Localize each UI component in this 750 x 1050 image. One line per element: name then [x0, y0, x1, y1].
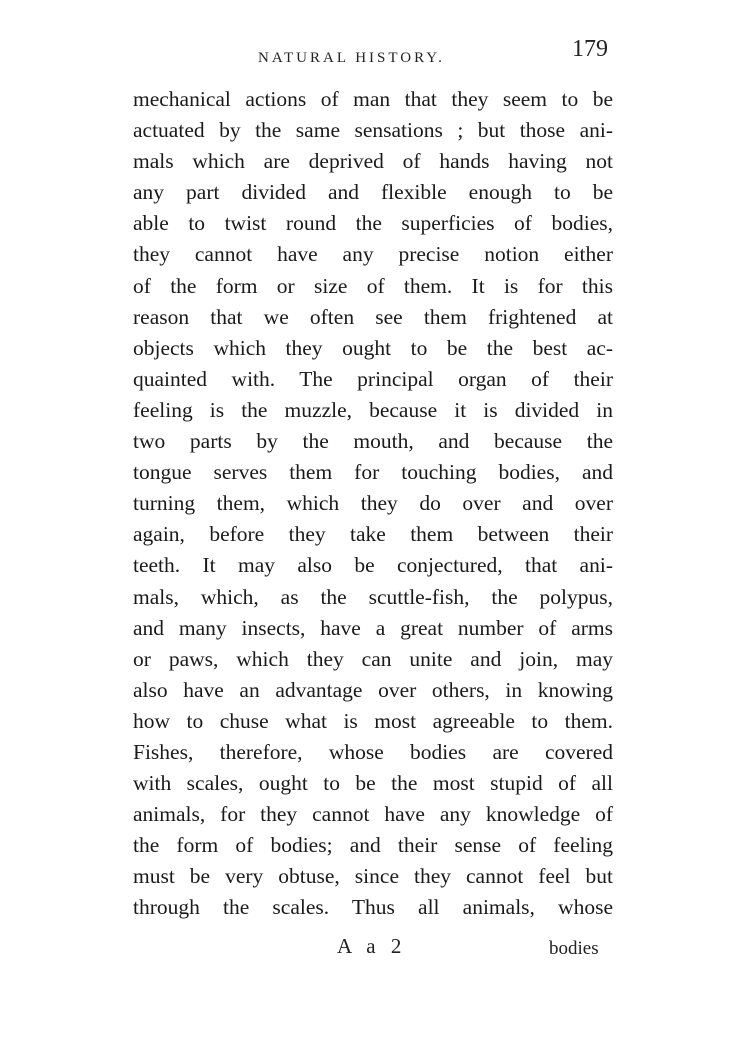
text-line: again, before they take them between their	[133, 522, 613, 547]
text-line: the form of bodies; and their sense of feeling	[133, 833, 613, 858]
text-line: actuated by the same sensations ; but those ani-	[133, 118, 613, 143]
text-line: and many insects, have a great number of arms	[133, 615, 613, 640]
text-line: animals, for they cannot have any knowledge of	[133, 802, 613, 827]
text-line: how to chuse what is most agreeable to them.	[133, 708, 613, 733]
text-line: must be very obtuse, since they cannot feel but	[133, 864, 613, 889]
text-line: of the form or size of them. It is for this	[133, 273, 613, 298]
signature-mark: A a 2	[337, 934, 407, 958]
page-number: 179	[572, 36, 608, 62]
text-line: they cannot have any precise notion either	[133, 242, 613, 267]
catchword: bodies	[549, 938, 599, 959]
text-line: objects which they ought to be the best ac-	[133, 335, 613, 360]
text-line: Fishes, therefore, whose bodies are covered	[133, 739, 613, 764]
page-footer	[0, 934, 750, 964]
body-text	[133, 84, 613, 924]
text-line: turning them, which they do over and over	[133, 491, 613, 516]
text-line: mals which are deprived of hands having not	[133, 149, 613, 174]
text-line: mals, which, as the scuttle-fish, the polypus,	[133, 584, 613, 609]
text-line: or paws, which they can unite and join, may	[133, 646, 613, 671]
text-line: two parts by the mouth, and because the	[133, 429, 613, 454]
text-line: feeling is the muzzle, because it is divided in	[133, 397, 613, 422]
text-line: teeth. It may also be conjectured, that ani-	[133, 553, 613, 578]
text-line: with scales, ought to be the most stupid of all	[133, 771, 613, 796]
text-line: also have an advantage over others, in knowing	[133, 677, 613, 702]
text-line: quainted with. The principal organ of their	[133, 366, 613, 391]
text-line: able to twist round the superficies of bodies,	[133, 211, 613, 236]
text-line: any part divided and flexible enough to be	[133, 180, 613, 205]
text-line: reason that we often see them frightened at	[133, 304, 613, 329]
running-title: NATURAL HISTORY.	[258, 50, 445, 66]
text-line: through the scales. Thus all animals, whose	[133, 895, 613, 920]
text-line: tongue serves them for touching bodies, and	[133, 460, 613, 485]
text-line: mechanical actions of man that they seem to be	[133, 87, 613, 111]
